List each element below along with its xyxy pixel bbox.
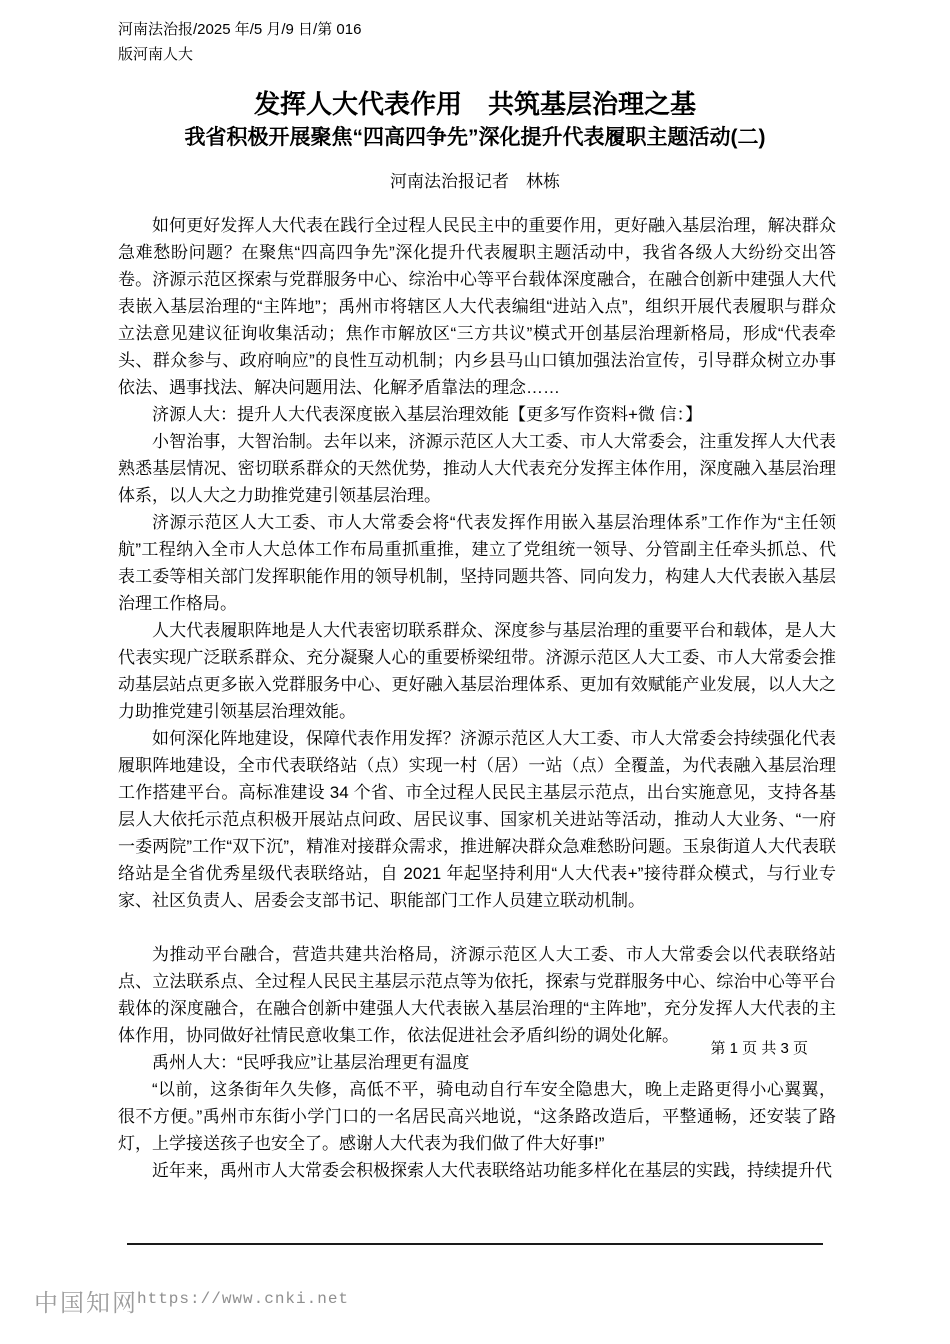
paragraph: 为推动平台融合，营造共建共治格局，济源示范区人大工委、市人大常委会以代表联络站点、立法联系点、全过程人民民主基层示范点等为依托，探索与党群服务中心、综治中心等平台载体的深度融合，在融合创新中建强人大代表嵌入基层治理的“主阵地”，充分发挥人大代表的主体作用，协同做好社情民意收集工作，依法促进社会矛盾纠纷的调处化解。 <box>118 945 836 1045</box>
article-title: 发挥人大代表作用 共筑基层治理之基 <box>253 89 696 119</box>
source-info <box>118 17 438 67</box>
paragraph: 济源人大：提升人大代表深度嵌入基层治理效能【更多写作资料+微 信：】 <box>152 405 703 424</box>
paragraph: 人大代表履职阵地是人大代表密切联系群众、深度参与基层治理的重要平台和载体，是人大代表实现广泛联系群众、充分凝聚人心的重要桥梁纽带。济源示范区人大工委、市人大常委会推动基层站点更多嵌入党群服务中心、更好融入基层治理体系、更加有效赋能产业发展，以人大之力助推党建引领基层治理效能。 <box>118 621 836 721</box>
paragraph: 济源示范区人大工委、市人大常委会将“代表发挥作用嵌入基层治理体系”工作作为“主任领航”工程纳入全市人大总体工作布局重抓重推，建立了党组统一领导、分管副主任牵头抓总、代表工委等相关部门发挥职能作用的领导机制，坚持同题共答、同向发力，构建人大代表嵌入基层治理工作格局。 <box>118 513 836 613</box>
paragraph: 禹州人大：“民呼我应”让基层治理更有温度 <box>152 1053 470 1072</box>
paragraph: 如何深化阵地建设，保障代表作用发挥？济源示范区人大工委、市人大常委会持续强化代表履职阵地建设，全市代表联络站（点）实现一村（居）一站（点）全覆盖，为代表融入基层治理工作搭建平台。高标准建设 34 个省、市全过程人民民主基层示范点，出台实施意见，支持各基层人大依托示范点积极开展站点问政、居民议事、国家机关进站等活动，推动人大业务、“一府一委两院”工作“双下沉”，精准对接群众需求，推进解决群众急难愁盼问题。玉泉街道人大代表联络站是全省优秀星级代表联络站，自 2021 年起坚持利用“人大代表+”接待群众模式，与行业专家、社区负责人、居委会支部书记、职能部门工作人员建立联动机制。 <box>118 729 836 910</box>
divider-line <box>127 1243 823 1245</box>
source-line-2: 版河南人大 <box>118 46 194 63</box>
page-indicator: 第 1 页 共 3 页 <box>710 1040 808 1057</box>
paragraph: 如何更好发挥人大代表在践行全过程人民民主中的重要作用，更好融入基层治理，解决群众急难愁盼问题？在聚焦“四高四争先”深化提升代表履职主题活动中，我省各级人大纷纷交出答卷。济源示范区探索与党群服务中心、综治中心等平台载体深度融合，在融合创新中建强人大代表嵌入基层治理的“主阵地”；禹州市将辖区人大代表编组“进站入点”，组织开展代表履职与群众立法意见建议征询收集活动；焦作市解放区“三方共议”模式开创基层治理新格局，形成“代表牵头、群众参与、政府响应”的良性互动机制；内乡县马山口镇加强法治宣传，引导群众树立办事依法、遇事找法、解决问题用法、化解矛盾靠法的理念…… <box>118 216 836 397</box>
cnki-logo: 中国知网 <box>34 1291 138 1317</box>
cnki-url-link[interactable]: https://www.cnki.net <box>137 1290 350 1308</box>
article-subtitle: 我省积极开展聚焦“四高四争先”深化提升代表履职主题活动(二) <box>184 126 766 149</box>
article-byline: 河南法治报记者 林栋 <box>390 172 560 191</box>
paragraph: 近年来，禹州市人大常委会积极探索人大代表联络站功能多样化在基层的实践，持续提升代 <box>152 1161 832 1180</box>
paragraph: 小智治事，大智治制。去年以来，济源示范区人大工委、市人大常委会，注重发挥人大代表熟悉基层情况、密切联系群众的天然优势，推动人大代表充分发挥主体作用，深度融入基层治理体系，以人大之力助推党建引领基层治理。 <box>118 432 836 505</box>
source-line-1: 河南法治报/2025 年/5 月/9 日/第 016 <box>118 21 362 38</box>
paragraph: “以前，这条街年久失修，高低不平，骑电动自行车安全隐患大，晚上走路更得小心翼翼，很不方便。”禹州市东街小学门口的一名居民高兴地说，“这条路改造后，平整通畅，还安装了路灯，上学接送孩子也安全了。感谢人大代表为我们做了件大好事!” <box>118 1080 836 1153</box>
